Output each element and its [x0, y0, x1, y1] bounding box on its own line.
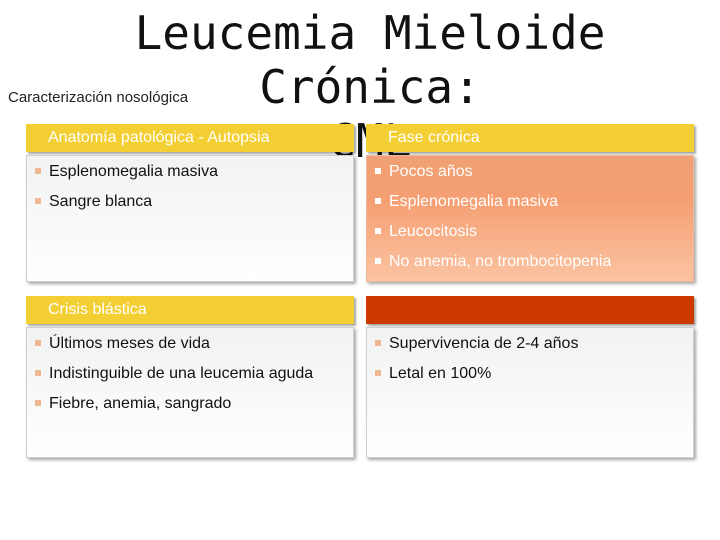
list-item: Letal en 100%	[375, 364, 685, 384]
bullet-icon	[375, 340, 381, 346]
list-item: Indistinguible de una leucemia aguda	[35, 364, 345, 384]
bullet-icon	[35, 370, 41, 376]
crisis-pronostico-header	[366, 296, 694, 324]
list-item: Esplenomegalia masiva	[375, 192, 685, 212]
bullet-icon	[35, 198, 41, 204]
bullet-icon	[375, 228, 381, 234]
bullet-icon	[375, 168, 381, 174]
list-item: Sangre blanca	[35, 192, 345, 212]
anatomia-header: Anatomía patológica - Autopsia	[26, 124, 354, 152]
anatomia-panel	[26, 155, 354, 282]
bullet-icon	[375, 370, 381, 376]
bullet-icon	[375, 198, 381, 204]
list-item: Fiebre, anemia, sangrado	[35, 394, 345, 414]
list-item: Supervivencia de 2-4 años	[375, 334, 685, 354]
list-item: Últimos meses de vida	[35, 334, 345, 354]
crisis-blastica-header: Crisis blástica	[26, 296, 354, 324]
bullet-icon	[35, 168, 41, 174]
slide-subtitle: Caracterización nosológica	[8, 89, 189, 106]
list-item: Esplenomegalia masiva	[35, 162, 345, 182]
bullet-icon	[375, 258, 381, 264]
slide-title-line1: Leucemia Mieloide Crónica:	[134, 6, 606, 114]
bullet-icon	[35, 340, 41, 346]
fase-cronica-panel	[366, 155, 694, 282]
fase-cronica-header: Fase crónica	[366, 124, 694, 152]
bullet-icon	[35, 400, 41, 406]
crisis-pronostico-panel	[366, 327, 694, 458]
crisis-blastica-panel	[26, 327, 354, 458]
list-item: Pocos años	[375, 162, 685, 182]
list-item: Leucocitosis	[375, 222, 685, 242]
list-item: No anemia, no trombocitopenia	[375, 252, 685, 272]
